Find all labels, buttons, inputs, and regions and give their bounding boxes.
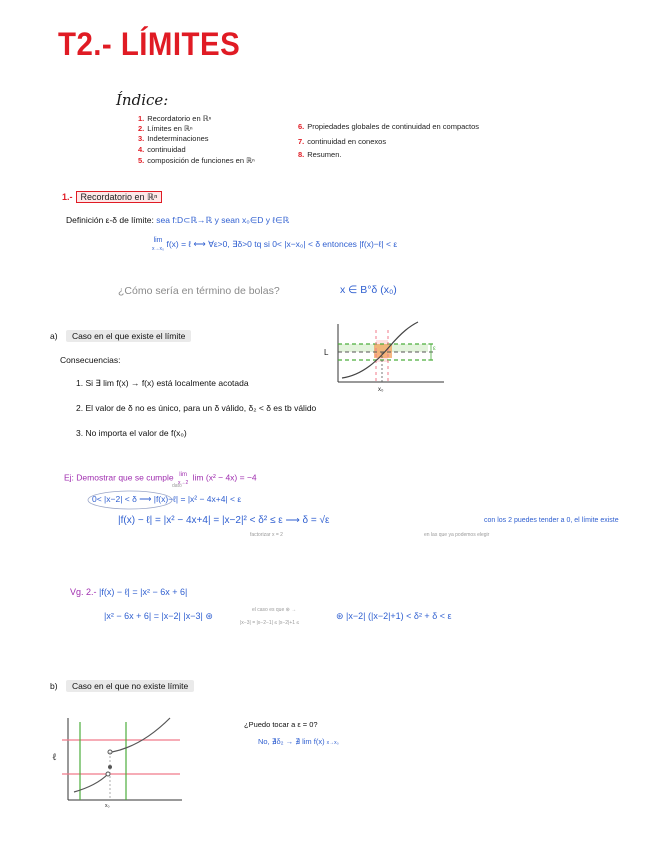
limit-graph-a [318,320,450,392]
definition-formula: lim x→x₀ f(x) = ℓ ⟷ ∀ε>0, ∃δ>0 tq si 0< |x−x₀| < δ entonces |f(x)−ℓ| < ε [152,237,398,252]
case-b-note-2: No, ∄δ₂ → ∄ lim f(x) x→x₀ [258,737,339,746]
consecuencia-2: 2. El valor de δ no es único, para un δ válido, δ₂ < δ es tb válido [76,403,317,413]
case-a-heading: a) Caso en el que existe el límite [50,331,191,341]
svg-text:x₀: x₀ [378,387,384,392]
index-item-7: 7. continuidad en conexos [298,137,387,146]
example-2-note-1: el caso es que ⊛ → [252,607,297,613]
example-2-line-1: Vg. 2.- |f(x) − ℓ| = |x² − 6x + 6| [70,587,188,597]
example-1-line-2: |f(x) − ℓ| = |x² − 4x+4| = |x−2|² < δ² ≤ ε ⟶ δ = √ε [118,515,330,526]
example-1-note-dato: dato [172,483,182,489]
example-1-line-1: 0< |x−2| < δ ⟶ |f(x)−ℓ| = |x² − 4x+4| < ε [92,494,242,504]
index-item-1: 1. Recordatorio en ℝⁿ [138,114,212,123]
example-1-note-elegir: en las que ya podemos elegir [424,532,490,538]
example-2-note-2: |x−3| = |x−2−1| ≤ |x−2|+1 ≤ [240,620,300,626]
section-1-heading: 1.- Recordatorio en ℝⁿ [62,192,162,203]
page-title: T2.- LÍMITES [58,26,241,62]
curve-left-branch [74,774,108,792]
index-item-3: 3. Indeterminaciones [138,134,209,143]
case-b-heading: b) Caso en el que no existe límite [50,681,194,691]
curve-right-branch [112,718,170,752]
index-item-2: 2. Límites en ℝⁿ [138,124,193,133]
consecuencia-3: 3. No importa el valor de f(x₀) [76,428,187,438]
index-item-5: 5. composición de funciones en ℝⁿ [138,156,255,165]
svg-text:ℓ: ℓ [52,752,57,763]
example-2-line-3: ⊛ |x−2| (|x−2|+1) < δ² + δ < ε [336,611,452,621]
consecuencia-1: 1. Si ∃ lim f(x) → f(x) está localmente acotada [76,378,249,388]
index-item-6: 6. Propiedades globales de continuidad en compactos [298,122,480,131]
example-1-statement: Ej: Demostrar que se cumple lim x→2 lim (x² − 4x) = −4 [64,472,257,486]
index-item-8: 8. Resumen. [298,150,342,159]
bolas-question: ¿Cómo sería en término de bolas? [118,285,280,297]
index-heading: Índice: [116,91,169,109]
case-b-note-1: ¿Puedo tocar a ε = 0? [244,720,318,729]
index-item-4: 4. continuidad [138,145,186,154]
example-1-side-note: con los 2 puedes tender a 0, el límite existe [484,517,619,524]
bolas-answer: x ∈ B°δ (x₀) [340,284,397,296]
open-point-left [106,772,110,776]
svg-text:x₀: x₀ [105,803,110,808]
example-2-line-2: |x² − 6x + 6| = |x−2| |x−3| ⊛ [104,611,213,621]
svg-text:L: L [324,348,329,357]
consecuencias-label: Consecuencias: [60,355,121,365]
limit-graph-b [52,712,186,808]
example-1-note-factor: factorizar x = 2 [250,532,283,538]
svg-text:ε: ε [433,346,436,352]
definition-line: Definición ε-δ de límite: sea f:D⊂ℝ→ℝ y sean x₀∈D y ℓ∈ℝ [66,215,290,225]
